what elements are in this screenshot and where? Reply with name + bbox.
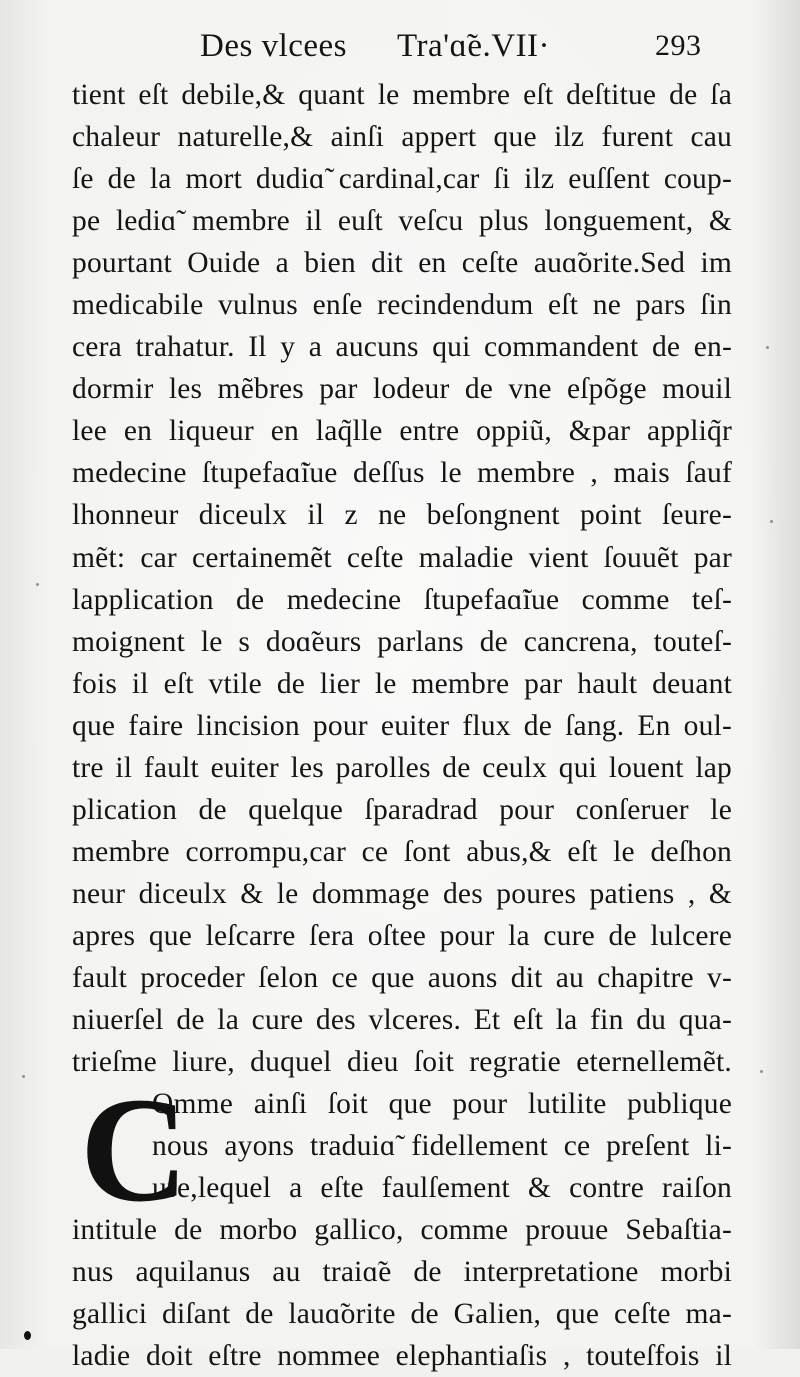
text-line: medicabile vulnus enſe recindendum eſt ne pars ſin [72,289,732,322]
margin-speck [36,583,39,586]
text-line: tre il fault euiter les parolles de ceulx qui louent lap [72,751,732,784]
text-line: intitule de morbo gallico, comme prouue Sebaſtia- [72,1214,732,1247]
text-line: niuerſel de la cure des vlceres. Et eſt la fin du qua- [72,1004,732,1037]
text-line: ure,lequel a eſte faulſement & contre raiſon [152,1172,732,1205]
text-line: que faire lincision pour euiter flux de ſang. En oul- [72,709,732,742]
header-treatise: Tra'ɑ̃e.VII· [397,28,551,64]
text-line: dormir les mẽbres par lodeur de vne eſpõge mouil [72,373,732,406]
text-line: trieſme liure, duquel dieu ſoit regratie eternellemẽt. [72,1046,732,1079]
text-line: tient eſt debile,& quant le membre eſt deſtitue de ſa [72,79,732,111]
text-line: nous ayons traduiɑ̃ fidellement ce preſent li- [152,1130,732,1163]
dropcap-letter: C [80,1067,189,1234]
margin-speck [770,520,773,523]
margin-ink-dot [24,1331,31,1340]
text-line: pourtant Ouide a bien dit en ceſte auɑ̃orite.Sed im [72,247,732,280]
text-line: lhonneur diceulx il z ne beſongnent point ſeure- [72,499,732,532]
text-line: moignent le s doɑ̃eurs parlans de cancrena, touteſ- [72,625,732,658]
text-line: ſe de la mort dudiɑ̃ cardinal,car ſi ilz euſſent coup- [72,163,732,196]
header-title: Des vlcees [200,28,348,64]
text-line: cera trahatur. Il y a aucuns qui commandent de en- [72,331,732,364]
text-line: medecine ſtupefaɑ̃iue deſſus le membre , mais ſauf [72,457,732,490]
text-line: apres que leſcarre ſera oſtee pour la cure de lulcere [72,919,732,952]
margin-speck [22,1075,25,1078]
text-line: chaleur naturelle,& ainſi appert que ilz furent cau [72,121,732,154]
text-line: membre corrompu,car ce ſont abus,& eſt le deſhon [72,835,732,868]
text-line: lapplication de medecine ſtupefaɑ̃iue comme teſ- [72,583,732,616]
text-line: neur diceulx & le dommage des poures patiens , & [72,877,732,910]
text-line: lee en liqueur en laq̃lle entre oppiũ, &par appliq̃r [72,415,732,448]
running-header [0,26,800,70]
margin-speck [766,346,769,349]
margin-speck [760,1070,763,1073]
text-line: nus aquilanus au traiɑ̃e de interpretatione morbi [72,1256,732,1289]
text-line: fois il eſt vtile de lier le membre par hault deuant [72,667,732,700]
page-number: 293 [655,29,702,62]
text-line: ladie doit eſtre nommee elephantiaſis , touteſfois il [72,1340,732,1373]
text-line: mẽt: car certainemẽt ceſte maladie vient ſouuẽt par [72,541,732,574]
text-line: gallici diſant de lauɑ̃orite de Galien, que ceſte ma- [72,1298,732,1331]
text-line: fault proceder ſelon ce que auons dit au chapitre v- [72,961,732,994]
text-line: pe lediɑ̃ membre il euſt veſcu plus longuement, & [72,205,732,238]
text-line: plication de quelque ſparadrad pour conſeruer le [72,793,732,826]
body-text [72,74,732,1377]
text-line: Omme ainſi ſoit que pour lutilite publique [152,1088,732,1121]
